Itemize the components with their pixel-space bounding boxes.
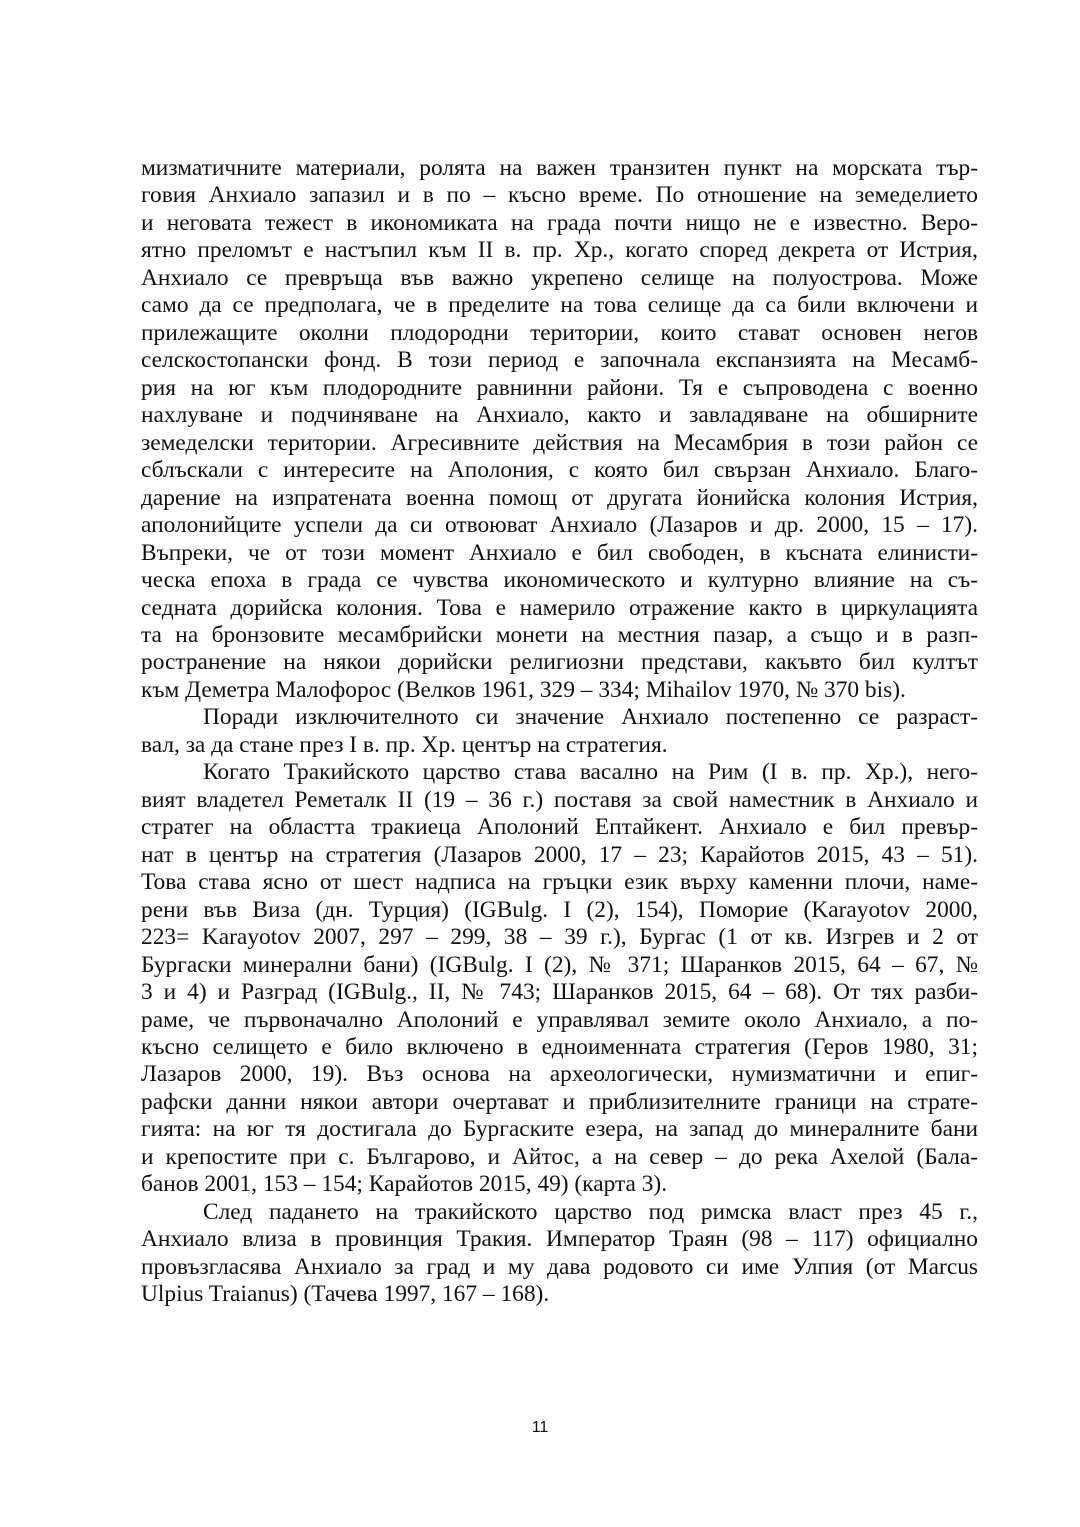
paragraph (141, 155, 978, 704)
text-line: Поради изключителното си значение Анхиало постепенно се разраст- (203, 704, 978, 731)
text-line: нат в център на стратегия (Лазаров 2000, 17 – 23; Карайотов 2015, 43 – 51). (141, 841, 978, 868)
text-line: ятно преломът е настъпил към II в. пр. Хр., когато според декрета от Истрия, (141, 237, 978, 264)
text-line: вал, за да стане през I в. пр. Хр. център на стратегия. (141, 731, 668, 758)
text-line: земеделски територии. Агресивните действия на Месамбрия в този район се (141, 429, 978, 456)
text-line: прилежащите околни плодородни територии, които стават основен негов (141, 319, 978, 346)
text-line: ространение на някои дорийски религиозни представи, какъвто бил култът (141, 649, 978, 676)
body-text (141, 155, 978, 1309)
text-line: След падането на тракийското царство под римска власт през 45 г., (203, 1198, 978, 1225)
text-line: Въпреки, че от този момент Анхиало е бил свободен, в късната елинисти- (141, 539, 978, 566)
text-line: рия на юг към плодородните равнинни райони. Тя е съпроводена с военно (141, 374, 978, 401)
text-line: дарение на изпратената военна помощ от другата йонийска колония Истрия, (141, 484, 978, 511)
text-line: късно селището е било включено в едноименната стратегия (Геров 1980, 31; (141, 1034, 978, 1060)
text-line: Ulpius Traianus) (Тачева 1997, 167 – 168). (141, 1281, 550, 1308)
text-line: нахлуване и подчиняване на Анхиало, както и завладяване на обширните (141, 402, 978, 429)
paragraph (141, 1199, 978, 1309)
text-line: и неговата тежест в икономиката на града почти нищо не е известно. Веро- (141, 209, 978, 236)
text-line: сблъскали с интересите на Аполония, с която бил свързан Анхиало. Благо- (141, 457, 978, 484)
text-line: и крепостите при с. Българово, и Айтос, а на север – до река Ахелой (Бала- (141, 1143, 978, 1170)
text-line: само да се предполага, че в пределите на това селище да са били включени и (141, 292, 978, 319)
text-line: провъзгласява Анхиало за град и му дава родовото си име Улпия (от Marcus (141, 1253, 978, 1280)
text-line: Бургаски минерални бани) (IGBulg. I (2), № 371; Шаранков 2015, 64 – 67, № (141, 951, 978, 978)
text-line: Това става ясно от шест надписа на гръцки език върху каменни плочи, наме- (141, 869, 978, 896)
text-line: говия Анхиало запазил и в по – късно време. По отношение на земеделието (141, 182, 978, 209)
paragraph (141, 759, 978, 1199)
text-line: Когато Тракийското царство става васално на Рим (I в. пр. Хр.), него- (203, 759, 978, 786)
text-line: рени във Виза (дн. Турция) (IGBulg. I (2), 154), Поморие (Karayotov 2000, (141, 896, 978, 923)
text-line: рафски данни някои автори очертават и приблизителните граници на страте- (141, 1088, 978, 1115)
text-line: Анхиало се превръща във важно укрепено селище на полуострова. Може (141, 264, 978, 291)
text-line: ческа епоха в града се чувства икономическото и културно влияние на съ- (141, 567, 978, 594)
text-line: Анхиало влиза в провинция Тракия. Император Траян (98 – 117) официално (141, 1226, 978, 1253)
paragraph (141, 704, 978, 759)
text-line: 223= Karayotov 2007, 297 – 299, 38 – 39 г.), Бургас (1 от кв. Изгрев и 2 от (141, 924, 978, 951)
text-line: аполонийците успели да си отвоюват Анхиало (Лазаров и др. 2000, 15 – 17). (141, 512, 978, 539)
text-line: вият владетел Реметалк II (19 – 36 г.) поставя за свой наместник в Анхиало и (141, 786, 978, 813)
text-line: гията: на юг тя достигала до Бургаските езера, на запад до минералните бани (141, 1116, 978, 1143)
text-line: 3 и 4) и Разград (IGBulg., II, № 743; Шаранков 2015, 64 – 68). От тях разби- (141, 979, 978, 1006)
text-line: към Деметра Малофорос (Велков 1961, 329 – 334; Mihailov 1970, № 370 bis). (141, 676, 906, 703)
text-line: та на бронзовите месамбрийски монети на местния пазар, а също и в разп- (141, 621, 978, 648)
text-line: селскостопански фонд. В този период е започнала експанзията на Месамб- (141, 347, 978, 374)
text-line: Лазаров 2000, 19). Въз основа на археологически, нумизматични и епиг- (141, 1061, 978, 1088)
text-line: седната дорийска колония. Това е намерило отражение както в циркулацията (141, 594, 978, 621)
text-line: стратег на областта тракиеца Аполоний Ептайкент. Анхиало е бил превър- (141, 814, 978, 841)
page-number: 11 (531, 1419, 549, 1436)
text-line: мизматичните материали, ролята на важен транзитен пункт на морската тър- (141, 155, 978, 181)
text-line: раме, че първоначално Аполоний е управлявал земите около Анхиало, а по- (141, 1006, 978, 1033)
text-line: банов 2001, 153 – 154; Карайотов 2015, 49) (карта 3). (141, 1171, 668, 1198)
